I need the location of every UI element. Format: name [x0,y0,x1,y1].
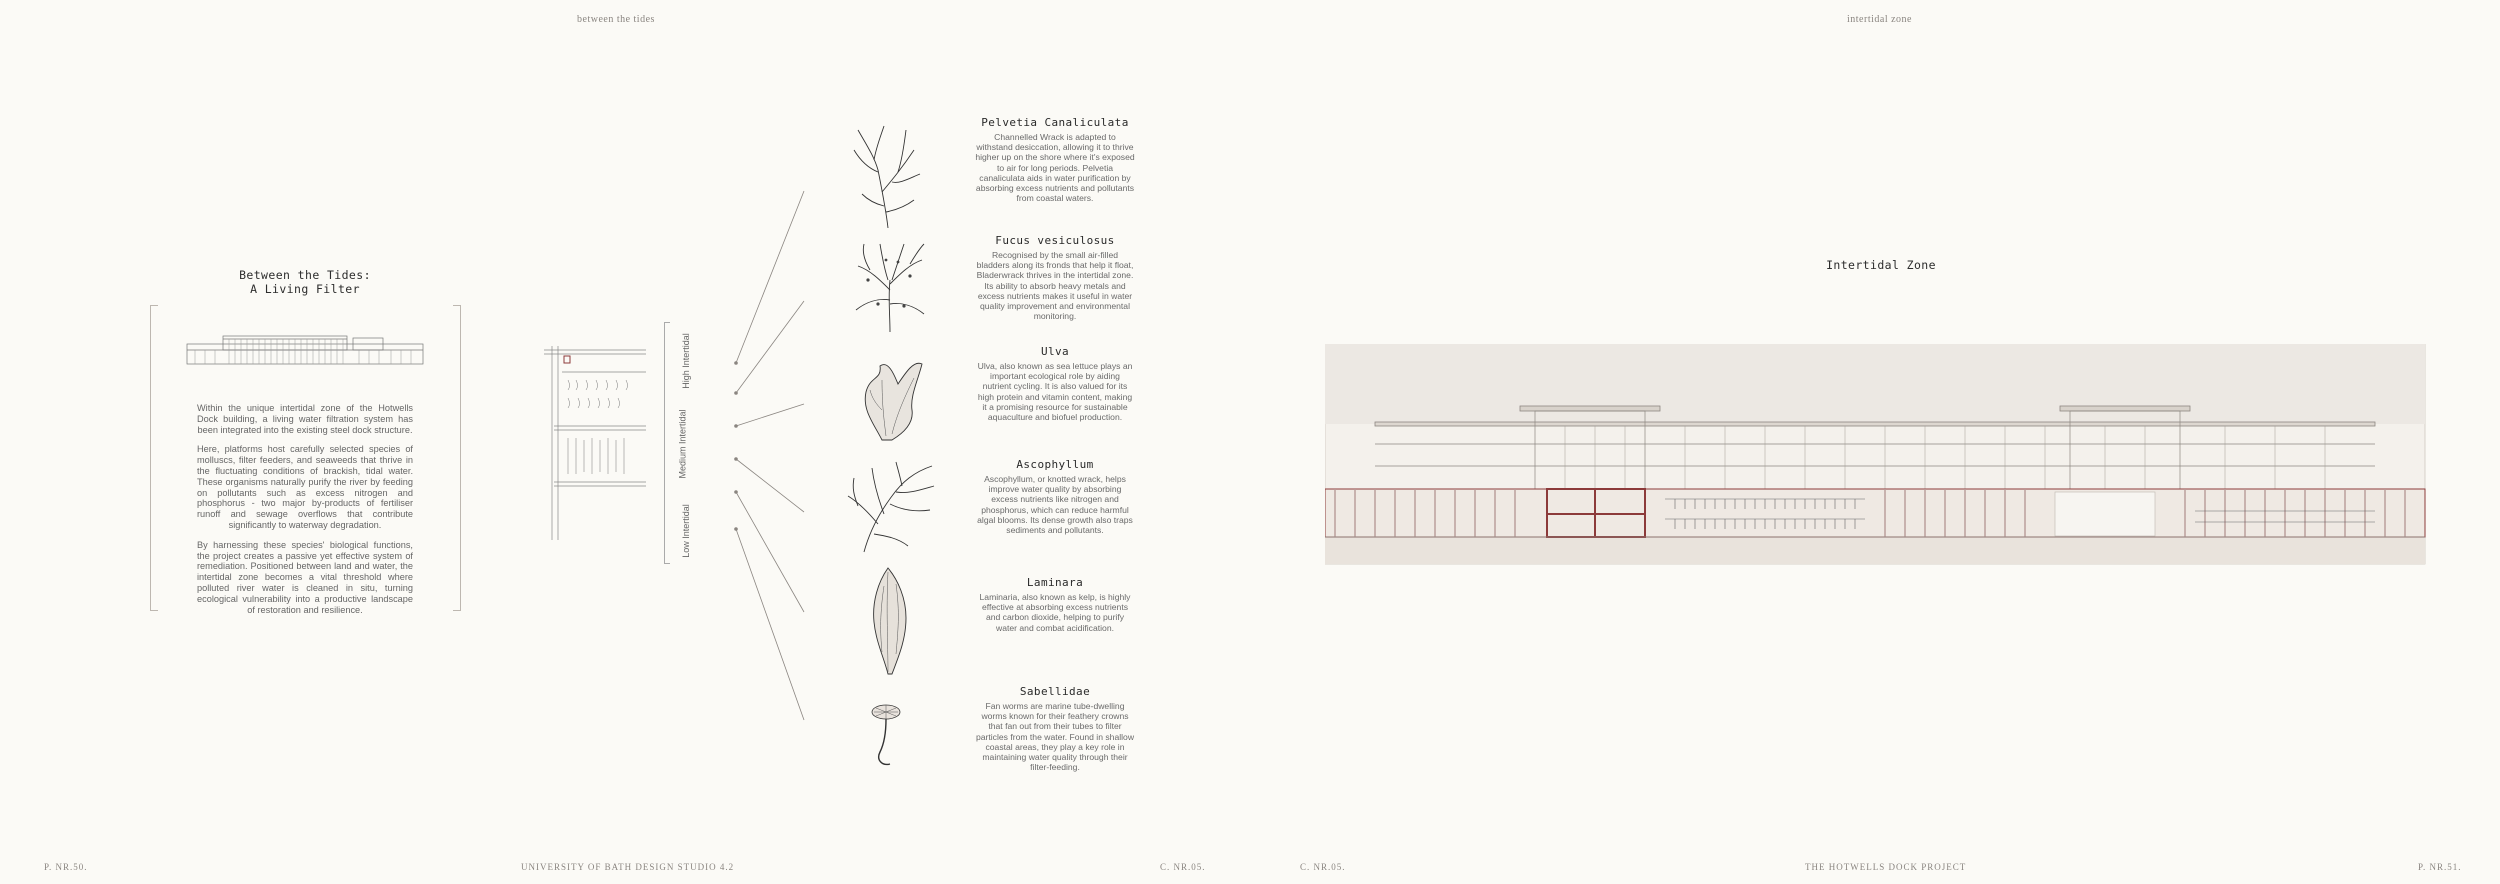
species-card-5 [975,576,1135,633]
species-description: Ascophyllum, or knotted wrack, helps improve water quality by absorbing excess nutrients like nitrogen and phosphorus, which can reduce harmful algal blooms. Its dense growth also traps sediments and pollutants. [977,474,1133,536]
species-name: Laminara [1026,576,1084,589]
species-card-1 [975,116,1135,203]
species-card-4 [975,458,1135,535]
species-card-2 [975,234,1135,321]
species-description: Recognised by the small air-filled bladders along its fronds that help it float, Bladerwrack thrives in the intertidal zone. Its ability to absorb heavy metals and excess nutrients makes it useful in water quality improvement and environmental monitoring. [976,250,1134,322]
footer-studio: UNIVERSITY OF BATH DESIGN STUDIO 4.2 [521,862,735,872]
species-name: Fucus vesiculosus [995,234,1115,247]
intro-body [197,403,413,624]
species-description: Channelled Wrack is adapted to withstand desiccation, allowing it to thrive higher up on the shore where it's exposed to air for long periods. Pelvetia canaliculata aids in water purification by absorbing excess nutrients and pollutants from coastal waters. [975,132,1135,204]
running-head-left: between the tides [577,14,655,25]
footer-page-left: P. NR.50. [44,862,88,872]
species-name: Pelvetia Canaliculata [981,116,1129,129]
intro-title [150,268,460,296]
right-bracket [453,305,461,611]
left-bracket [150,305,158,611]
zone-label-high: High Intertidal [681,333,691,389]
intro-paragraph-1: Within the unique intertidal zone of the Hotwells Dock building, a living water filtration system has been integrated into the existing steel dock structure. [197,403,413,435]
running-head-right: intertidal zone [1847,14,1912,25]
intro-paragraph-3: By harnessing these species' biological functions, the project creates a passive yet effective system of remediation. Positioned between land and water, the intertidal zone becomes a vital threshold where polluted river water is cleaned in situ, turning ecological vulnerability into a productive landscape of restoration and resilience. [197,539,413,615]
platform-section-drawing [540,340,650,540]
intertidal-section-drawing [1325,344,2427,566]
species-name: Ulva [1040,345,1070,358]
intro-title-line2: A Living Filter [250,282,360,296]
leader-lines [730,180,810,730]
zone-label-low: Low Intertidal [681,504,691,558]
species-description: Laminaria, also known as kelp, is highly effective at absorbing excess nutrients and carbon dioxide, helping to purify water and combat acidification. [979,592,1131,633]
fucus-illustration [850,240,930,335]
footer-code-left: C. NR.05. [1160,862,1206,872]
pelvetia-illustration [848,120,928,230]
zone-label-medium: Medium Intertidal [678,409,688,479]
building-elevation-drawing [185,330,425,370]
sabellidae-illustration [858,700,918,770]
footer-code-right: C. NR.05. [1300,862,1346,872]
footer-project: THE HOTWELLS DOCK PROJECT [1805,862,1967,872]
species-name: Ascophyllum [1016,458,1094,471]
species-description: Fan worms are marine tube-dwelling worms known for their feathery crowns that fan out from their tubes to filter particles from the water. Found in shallow coastal areas, they play a key role in maintaining water quality through their filter-feeding. [975,701,1135,773]
species-card-6 [975,685,1135,772]
section-title: Intertidal Zone [1826,258,1936,272]
species-card-3 [975,345,1135,422]
intro-title-line1: Between the Tides: [239,268,371,282]
ascophyllum-illustration [844,460,940,556]
species-description: Ulva, also known as sea lettuce plays an important ecological role by aiding nutrient cycling. It is also valued for its high protein and vitamin content, making it a promising resource for sustainable aquaculture and biofuel production. [977,361,1133,423]
ulva-illustration [852,350,932,442]
laminara-illustration [858,562,922,678]
species-name: Sabellidae [1019,685,1091,698]
intro-paragraph-2: Here, platforms host carefully selected species of molluscs, filter feeders, and seaweeds that thrive in the fluctuating conditions of brackish, tidal water. These organisms naturally purify the river by feeding on pollutants such as excess nitrogen and phosphorus - two major by-products of fertiliser runoff and sewage overflows that contribute significantly to waterway degradation. [197,444,413,530]
footer-page-right: P. NR.51. [2418,862,2462,872]
